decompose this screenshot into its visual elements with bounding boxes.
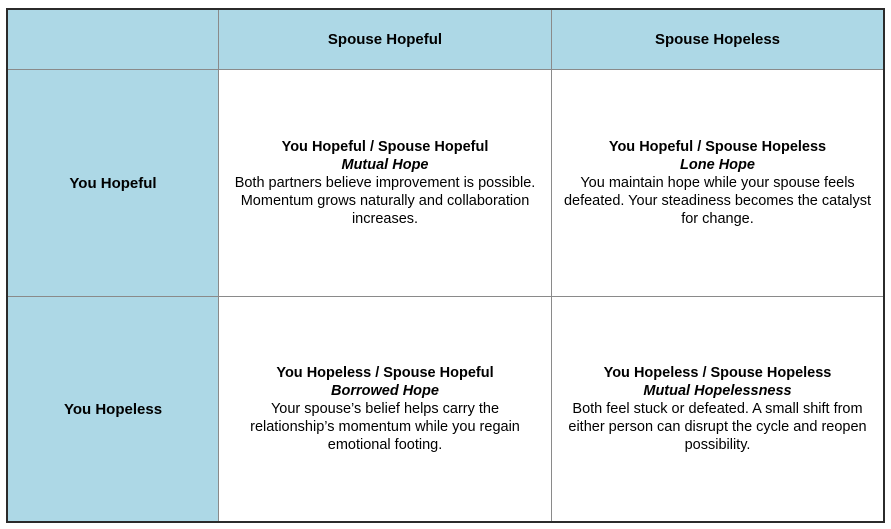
quadrant-description: You maintain hope while your spouse feels defeated. Your steadiness becomes the catalyst for change.: [563, 175, 872, 227]
row-header-you-hopeless: You Hopeless: [8, 297, 219, 521]
quadrant-description: Both feel stuck or defeated. A small shift from either person can disrupt the cycle and reopen possibility.: [568, 401, 867, 453]
column-header-spouse-hopeless: Spouse Hopeless: [552, 10, 883, 70]
quadrant-borrowed-hope: [219, 297, 552, 521]
quadrant-title: You Hopeful / Spouse Hopeless: [608, 139, 827, 155]
quadrant-title: You Hopeless / Spouse Hopeful: [276, 365, 494, 381]
hope-matrix-table: [6, 8, 885, 523]
quadrant-lone-hope: [552, 70, 883, 297]
quadrant-subtitle: Lone Hope: [680, 157, 755, 173]
quadrant-mutual-hope: [219, 70, 552, 297]
corner-cell: [8, 10, 219, 70]
quadrant-subtitle: Mutual Hopelessness: [643, 383, 792, 399]
quadrant-title: You Hopeless / Spouse Hopeless: [603, 365, 832, 381]
quadrant-mutual-hopelessness: [552, 297, 883, 521]
row-header-you-hopeful: You Hopeful: [8, 70, 219, 297]
quadrant-description: Your spouse’s belief helps carry the relationship’s momentum while you regain emotional footing.: [250, 401, 520, 453]
quadrant-subtitle: Borrowed Hope: [331, 383, 439, 399]
quadrant-description: Both partners believe improvement is possible. Momentum grows naturally and collaboration increases.: [234, 175, 536, 227]
quadrant-subtitle: Mutual Hope: [341, 157, 429, 173]
column-header-spouse-hopeful: Spouse Hopeful: [219, 10, 552, 70]
quadrant-title: You Hopeful / Spouse Hopeful: [281, 139, 489, 155]
